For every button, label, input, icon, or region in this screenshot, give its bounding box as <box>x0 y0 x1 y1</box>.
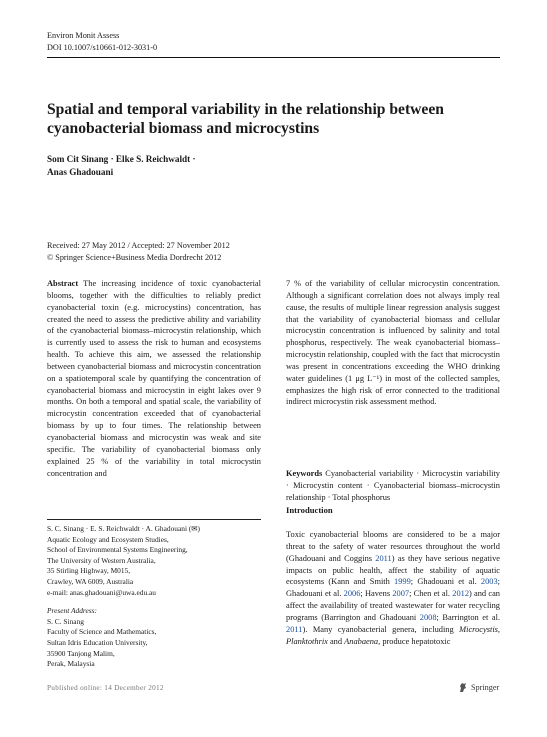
intro-text: ) and can affect the availability of treated wastewater for water recycling programs (Barrington and Ghadouani <box>286 589 500 622</box>
affiliation-line: School of Environmental Systems Engineering, <box>47 545 188 555</box>
citation-link[interactable]: 2011 <box>375 553 392 563</box>
citation-link[interactable]: 2008 <box>419 612 437 622</box>
introduction-heading: Introduction <box>286 505 333 515</box>
doi[interactable]: DOI 10.1007/s10661-012-3031-0 <box>47 43 158 52</box>
authors-line-1: Som Cit Sinang · Elke S. Reichwaldt · <box>47 154 196 164</box>
present-address-line: Faculty of Science and Mathematics, <box>47 627 157 637</box>
present-address-line: Sultan Idris Education University, <box>47 637 148 647</box>
intro-text: , produce hepatotoxic <box>378 636 451 646</box>
genus-name: Planktothrix <box>286 636 328 646</box>
present-address-line: 35900 Tanjong Malim, <box>47 648 115 658</box>
received-accepted: Received: 27 May 2012 / Accepted: 27 November 2012 <box>47 241 230 250</box>
abstract-text-left: The increasing incidence of toxic cyanobacterial blooms, together with the difficulties to reliably predict cyanobacterial toxin (e.g. microcystins) concentration, has created the need to assess the predictive ability and variability of the cyanobacterial biomass–microcystin relationship, which is currently used to assess the risk to human and ecosystems health. To achieve this aim, we assessed the relationship between cyanobacterial biomass and microcystin concentration on a spatiotemporal scale by quantifying the concentration of cyanobacterial biomass and microcystin in eight lakes over 9 months. On both a temporal and spatial scale, the variability of microcystin concentration exceeded that of cyanobacterial biomass by up to four times. The relationship between cyanobacterial biomass and microcystin was weak and site specific. The variability of cyanobacterial biomass only explained 25 % of the variability in total microcystin concentration and <box>47 279 261 478</box>
intro-text: , <box>497 624 500 634</box>
intro-text: ; Chen et al. <box>409 589 453 599</box>
keywords-block <box>286 468 500 504</box>
genus-name: Anabaena <box>344 636 379 646</box>
abstract-right-column <box>286 278 500 408</box>
citation-link[interactable]: 2006 <box>343 589 361 599</box>
spacer <box>47 598 261 606</box>
journal-name: Environ Monit Assess <box>47 31 120 40</box>
springer-logo <box>458 682 499 693</box>
citation-link[interactable]: 2012 <box>452 589 469 599</box>
present-address-line: Perak, Malaysia <box>47 659 95 669</box>
affiliation-line: Crawley, WA 6009, Australia <box>47 576 134 586</box>
published-online: Published online: 14 December 2012 <box>47 684 164 692</box>
present-address-line: S. C. Sinang <box>47 616 84 626</box>
article-dates <box>47 240 347 264</box>
affiliation-line: 35 Stirling Highway, M015, <box>47 566 131 576</box>
springer-horse-icon <box>458 682 468 693</box>
intro-text: ). Many cyanobacterial genera, including <box>302 624 460 634</box>
intro-text: Toxic cyanobacterial blooms are considered to be a major threat to the safety of water resources throughout the world (Ghadouani and Coggins <box>286 530 500 563</box>
affiliation-line: The University of Western Australia, <box>47 555 156 565</box>
intro-text: ) as they have serious negative impacts on public health, affect the stability of aquatic ecosystems (Kann and Smith <box>286 553 500 587</box>
abstract-label: Abstract <box>47 279 79 288</box>
intro-text: ; Ghadouani et al. <box>286 577 500 599</box>
intro-text: ; Barrington et al. <box>436 612 500 622</box>
article-title: Spatial and temporal variability in the relationship between cyanobacterial biomass and microcystins <box>47 101 444 137</box>
email-link[interactable]: e-mail: anas.ghadouani@uwa.edu.au <box>47 587 157 597</box>
abstract-left-column <box>47 278 261 479</box>
affiliation-footnote <box>47 524 261 670</box>
keywords-label: Keywords <box>286 469 323 478</box>
header-rule <box>47 57 500 58</box>
intro-text: ; Havens <box>360 589 393 599</box>
authors-line-2: Anas Ghadouani <box>47 167 114 177</box>
citation-link[interactable]: 2003 <box>480 577 498 587</box>
affiliation-authors: S. C. Sinang · E. S. Reichwaldt · A. Ghadouani (✉) <box>47 524 200 533</box>
affiliation-line: Aquatic Ecology and Ecosystem Studies, <box>47 534 169 544</box>
genus-name: Microcystis <box>459 624 498 634</box>
citation-link[interactable]: 1999 <box>394 577 411 587</box>
running-header <box>47 30 157 54</box>
introduction-text <box>286 529 500 647</box>
intro-text: ; Ghadouani et al. <box>410 577 481 587</box>
abstract-text-right: 7 % of the variability of cellular microcystin concentration. Although a significant correlation does not always imply real cause, the results of multiple linear regression analysis suggest that the variability of cyanobacterial biomass and cellular microcystin concentration is influenced by salinity and total phosphorus, respectively. The weak cyanobacterial biomass–microcystin relationship, coupled with the fact that microcystin was present in concentrations exceeding the WHO drinking water guidelines (1 μg L⁻¹) in most of the collected samples, emphasizes the high risk of error connected to the traditional indirect microcystin risk assessment method. <box>286 279 500 407</box>
keywords-text: Cyanobacterial variability · Microcystin variability · Microcystin content · Cyanobacterial biomass–microcystin relationship · Total phosphorus <box>286 469 500 502</box>
footnote-rule <box>47 519 261 520</box>
present-address-label: Present Address: <box>47 606 98 616</box>
intro-text: and <box>327 636 345 646</box>
copyright: © Springer Science+Business Media Dordrecht 2012 <box>47 253 222 262</box>
author-list <box>47 153 307 179</box>
citation-link[interactable]: 2011 <box>286 624 303 634</box>
publisher-name: Springer <box>471 683 500 692</box>
citation-link[interactable]: 2007 <box>392 589 410 599</box>
